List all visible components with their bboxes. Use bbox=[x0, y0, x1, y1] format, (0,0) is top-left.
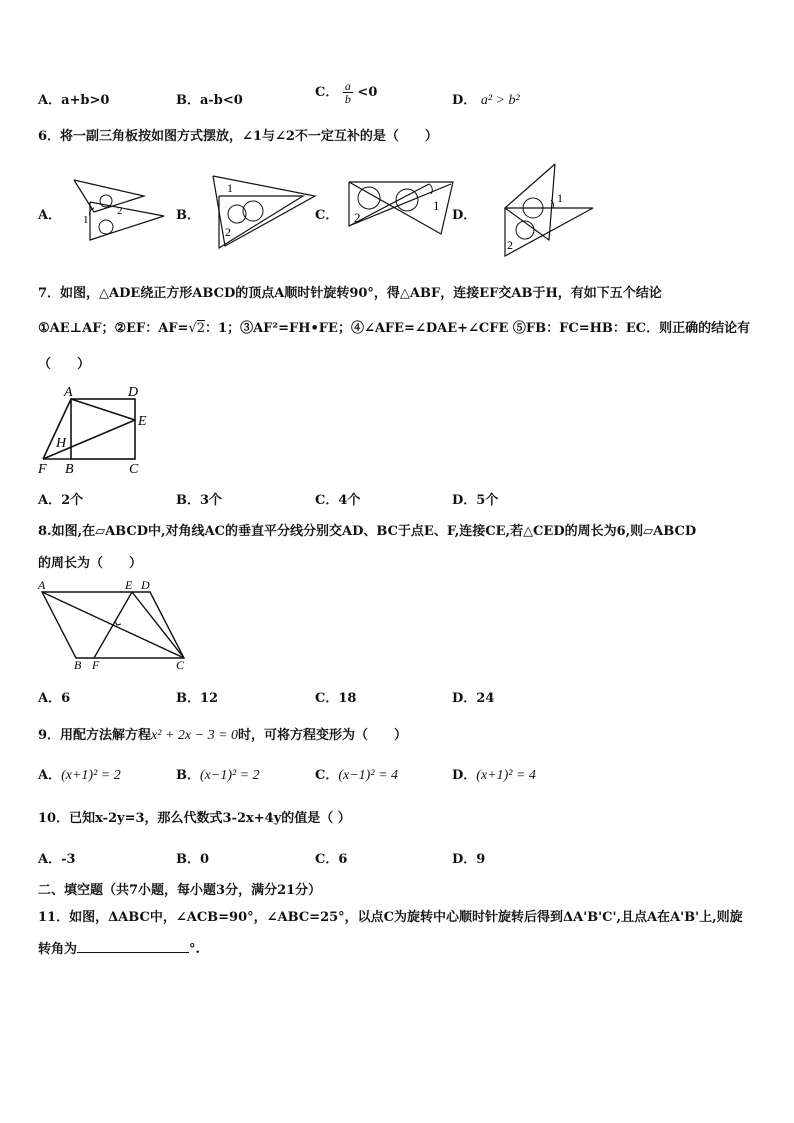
q5-option-c[interactable] bbox=[315, 80, 377, 105]
point-e-label: E bbox=[125, 578, 133, 592]
q11-stem-part-a: 转角为 bbox=[38, 942, 78, 957]
q7-stem-line-3: （ ） bbox=[38, 357, 91, 372]
q8-option-c[interactable]: C．18 bbox=[315, 691, 357, 706]
point-e-label: E bbox=[138, 414, 147, 429]
q10-stem: 10．已知x-2y=3，那么代数式3-2x+4y的值是（ ） bbox=[38, 811, 351, 826]
q9-option-c-label: C． bbox=[315, 768, 339, 783]
point-a-label: A bbox=[38, 578, 46, 592]
q6-figure-c bbox=[343, 176, 458, 238]
q5-option-a[interactable]: A．a+b>0 bbox=[38, 93, 110, 108]
section-2-title: 二、填空题（共7小题，每小题3分，满分21分） bbox=[38, 883, 322, 898]
q9-option-b-label: B． bbox=[176, 768, 200, 783]
q11-stem-line-2 bbox=[38, 938, 200, 957]
q9-option-d-label: D． bbox=[452, 768, 477, 783]
q9-stem bbox=[38, 724, 407, 744]
q5-option-d-label: D． bbox=[452, 93, 477, 108]
q8-option-d[interactable]: D．24 bbox=[452, 691, 495, 706]
q5-option-c-label: C． bbox=[315, 85, 339, 100]
q10-option-a[interactable]: A．-3 bbox=[38, 852, 76, 867]
angle-1-label: 1 bbox=[557, 191, 563, 205]
q11-stem-part-b: °. bbox=[189, 942, 201, 957]
q7-option-b[interactable]: B．3个 bbox=[176, 493, 223, 508]
q7-stem-part-b: ：1；③AF²=FH•FE；④∠AFE=∠DAE+∠CFE ⑤FB：FC=HB：EC．则正确的结论有 bbox=[205, 321, 751, 336]
angle-1-label: 1 bbox=[433, 198, 440, 213]
angle-2-label: 2 bbox=[225, 225, 231, 239]
q9-option-b-math: (x−1)² = 2 bbox=[200, 768, 260, 783]
q9-stem-part-b: 时，可将方程变形为（ ） bbox=[238, 728, 408, 743]
q9-option-a-math: (x+1)² = 2 bbox=[61, 768, 121, 783]
q11-stem-line-1: 11．如图，ΔABC中，∠ACB=90°，∠ABC=25°，以点C为旋转中心顺时针旋转后得到ΔA'B'C',且点A在A'B'上,则旋 bbox=[38, 910, 743, 925]
angle-2-label: 2 bbox=[507, 238, 513, 252]
angle-1-label: 1 bbox=[83, 214, 89, 226]
q6-option-c[interactable]: C． bbox=[315, 208, 339, 223]
q8-stem-line-2: 的周长为（ ） bbox=[38, 556, 143, 571]
q5-option-b[interactable]: B．a-b<0 bbox=[176, 93, 243, 108]
q5-option-d[interactable] bbox=[452, 89, 520, 109]
fraction bbox=[343, 80, 353, 105]
q8-option-b[interactable]: B．12 bbox=[176, 691, 219, 706]
q7-stem-line-1: 7．如图，△ADE绕正方形ABCD的顶点A顺时针旋转90°，得△ABF，连接EF交AB于H，有如下五个结论 bbox=[38, 286, 662, 301]
q6-figure-d bbox=[495, 160, 600, 260]
q9-equation: x² + 2x − 3 = 0 bbox=[151, 728, 239, 743]
q5-option-d-math: a² > b² bbox=[480, 93, 520, 108]
q9-option-d[interactable] bbox=[452, 764, 536, 784]
q6-option-a[interactable]: A． bbox=[38, 208, 62, 223]
q10-option-b[interactable]: B．0 bbox=[176, 852, 210, 867]
q9-stem-part-a: 9．用配方法解方程 bbox=[38, 728, 152, 743]
q5-option-c-tail: <0 bbox=[357, 85, 378, 100]
point-d-label: D bbox=[141, 578, 150, 592]
q7-option-d[interactable]: D．5个 bbox=[452, 493, 499, 508]
q6-figure-a bbox=[60, 172, 168, 244]
q10-option-c[interactable]: C．6 bbox=[315, 852, 348, 867]
angle-2-label: 2 bbox=[354, 210, 361, 225]
answer-blank[interactable] bbox=[77, 940, 189, 953]
q9-option-a[interactable] bbox=[38, 764, 121, 784]
point-b-label: B bbox=[65, 462, 74, 477]
q9-option-d-math: (x+1)² = 4 bbox=[476, 768, 536, 783]
q9-option-c[interactable] bbox=[315, 764, 398, 784]
point-d-label: D bbox=[128, 385, 139, 400]
q8-stem-line-1: 8.如图,在▱ABCD中,对角线AC的垂直平分线分别交AD、BC于点E、F,连接CE,若△CED的周长为6,则▱ABCD bbox=[38, 524, 697, 539]
point-b-label: B bbox=[74, 658, 82, 672]
q6-option-b[interactable]: B． bbox=[176, 208, 200, 223]
denominator: b bbox=[344, 92, 351, 106]
point-c-label: C bbox=[129, 462, 139, 477]
q9-option-c-math: (x−1)² = 4 bbox=[338, 768, 398, 783]
q6-figure-b bbox=[205, 170, 320, 252]
q10-option-d[interactable]: D．9 bbox=[452, 852, 486, 867]
q9-option-a-label: A． bbox=[38, 768, 62, 783]
q6-option-d[interactable]: D． bbox=[452, 208, 477, 223]
point-c-label: C bbox=[176, 658, 185, 672]
q7-stem-line-2 bbox=[38, 317, 750, 336]
point-a-label: A bbox=[64, 385, 73, 400]
angle-1-label: 1 bbox=[227, 181, 233, 195]
q8-option-a[interactable]: A．6 bbox=[38, 691, 71, 706]
point-f-label: F bbox=[38, 462, 47, 477]
numerator: a bbox=[344, 79, 351, 93]
point-h-label: H bbox=[56, 436, 67, 451]
q9-option-b[interactable] bbox=[176, 764, 260, 784]
sqrt-symbol: √ bbox=[188, 321, 197, 336]
q7-sqrt-value: 2 bbox=[196, 321, 206, 336]
q7-option-a[interactable]: A．2个 bbox=[38, 493, 84, 508]
angle-2-label: 2 bbox=[117, 205, 123, 217]
q6-stem: 6．将一副三角板按如图方式摆放，∠1与∠2不一定互补的是（ ） bbox=[38, 129, 438, 144]
q7-figure bbox=[34, 382, 164, 477]
point-f-label: F bbox=[92, 658, 100, 672]
q8-figure bbox=[34, 578, 194, 673]
q7-stem-part-a: ①AE⊥AF；②EF：AF= bbox=[38, 321, 189, 336]
q7-option-c[interactable]: C．4个 bbox=[315, 493, 361, 508]
